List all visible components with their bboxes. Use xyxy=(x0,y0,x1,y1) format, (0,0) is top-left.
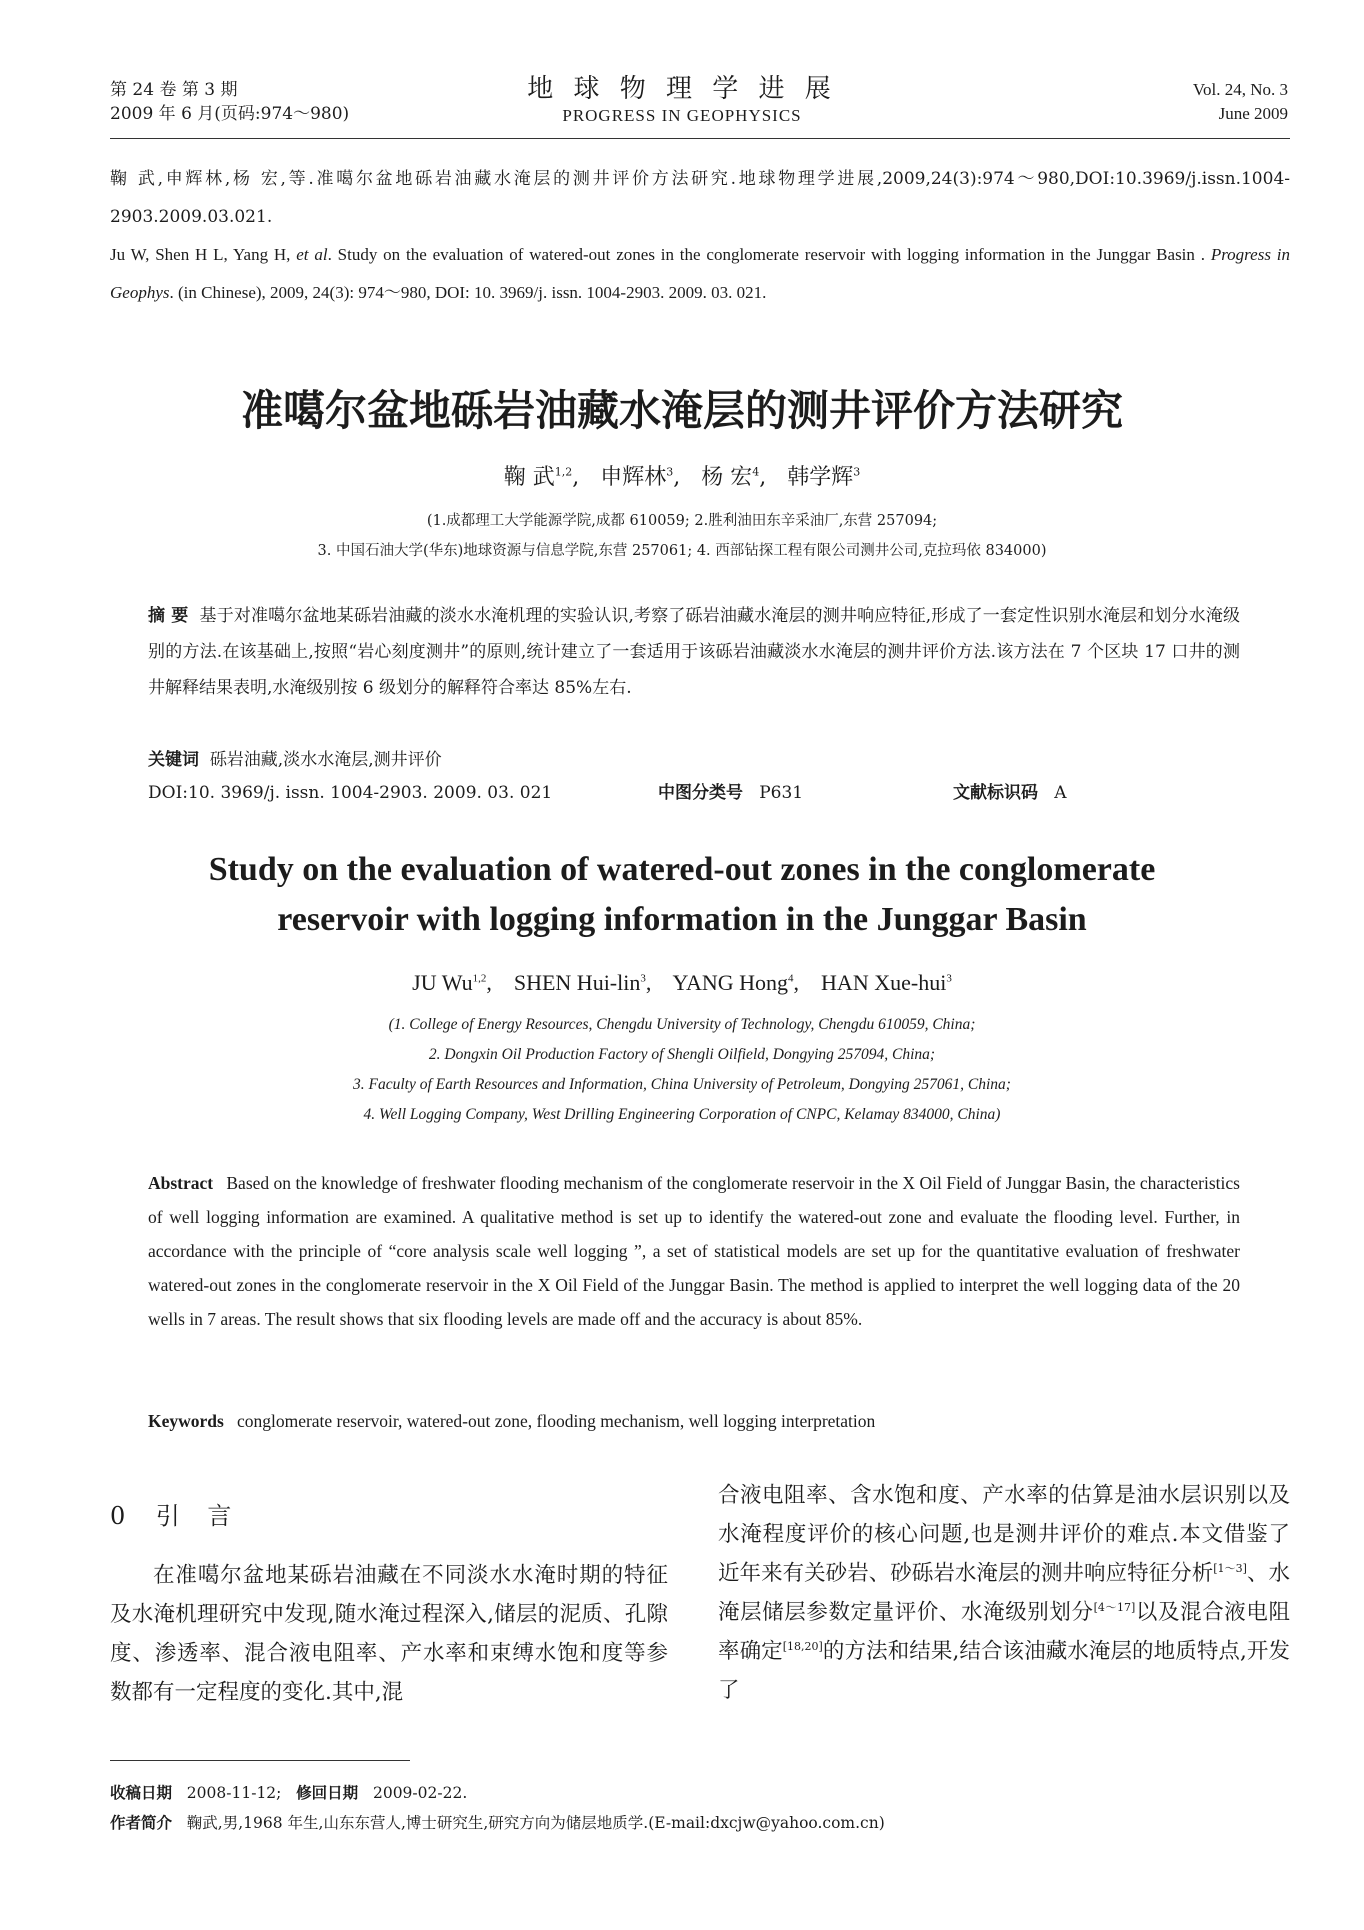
journal-name xyxy=(0,72,1364,126)
affiliation-en-line: 3. Faculty of Earth Resources and Information, China University of Petroleum, Dongying 257061, China; xyxy=(353,1076,1011,1093)
citation-en-etal: et al xyxy=(296,245,328,264)
abstract-en-label: Abstract xyxy=(148,1173,214,1193)
section-heading xyxy=(110,1496,241,1531)
section-title: 引 言 xyxy=(155,1502,242,1530)
title-en-line: Study on the evaluation of watered-out zones in the conglomerate xyxy=(208,851,1156,888)
citation-en-authors: Ju W, Shen H L, Yang H, xyxy=(110,245,297,264)
body-column-right xyxy=(718,1476,1290,1710)
authors-en: JU Wu$^{1,2}$, SHEN Hui-lin$^3$, YANG Hong$^4$, HAN Xue-hui$^3$ xyxy=(412,970,952,995)
citation-cn: 鞠 武,申辉林,杨 宏,等.准噶尔盆地砾岩油藏水淹层的测井评价方法研究.地球物理学进展,2009,24(3):974～980,DOI:10.3969/j.issn.1004-2903.2009.03.021. xyxy=(110,169,1290,227)
author-en-2-affil: 3 xyxy=(640,972,646,985)
bio-label: 作者简介 xyxy=(110,1814,173,1832)
author-cn-2: 申辉林 xyxy=(600,465,667,490)
author-en-2: SHEN Hui-lin xyxy=(513,970,641,995)
doc-code xyxy=(953,778,1067,808)
citation-ref: [4～17] xyxy=(1093,1600,1136,1614)
keywords-cn-label: 关键词 xyxy=(148,750,199,770)
section-number: 0 xyxy=(110,1502,126,1530)
journal-name-en: PROGRESS IN GEOPHYSICS xyxy=(562,106,802,125)
author-cn-3: 杨 宏 xyxy=(701,465,753,490)
doi: DOI:10. 3969/j. issn. 1004-2903. 2009. 03. 021 xyxy=(148,783,553,803)
author-cn-4: 韩学辉 xyxy=(787,465,854,490)
bio-text: 鞠武,男,1968 年生,山东东营人,博士研究生,研究方向为储层地质学.(E-mail:dxcjw@yahoo.com.cn) xyxy=(186,1814,885,1832)
citation-en xyxy=(110,236,1290,312)
footnote-rule xyxy=(110,1760,410,1761)
body-text: 合液电阻率、含水饱和度、产水率的估算是油水层识别以及水淹程度评价的核心问题,也是测井评价的难点.本文借鉴了近年来有关砂岩、砂砾岩水淹层的测井响应特征分析 xyxy=(718,1483,1290,1586)
page-title-en xyxy=(0,845,1364,945)
author-cn-2-affil: 3 xyxy=(666,465,674,479)
received-label: 收稿日期 xyxy=(110,1784,173,1802)
revised-date: 2009-02-22. xyxy=(372,1784,468,1802)
classification-line xyxy=(148,778,1240,808)
citation-en-details: . (in Chinese), 2009, 24(3): 974～980, DOI: 10. 3969/j. issn. 1004-2903. 2009. 03. 021. xyxy=(169,283,767,302)
author-en-4: HAN Xue-hui xyxy=(821,970,947,995)
author-en-3: YANG Hong xyxy=(672,970,789,995)
received-date: 2008-11-12; xyxy=(186,1784,282,1802)
volume-issue: 第 24 卷 第 3 期 xyxy=(110,80,238,100)
doc-code-label: 文献标识码 xyxy=(953,783,1038,803)
abstract-cn-label: 摘 要 xyxy=(148,606,189,626)
author-en-4-affil: 3 xyxy=(946,972,952,985)
keywords-cn-text: 砾岩油藏,淡水水淹层,测井评价 xyxy=(209,750,442,770)
body-text: 、水淹层储层参数定量评价、水淹级别划分 xyxy=(718,1561,1290,1625)
journal-volume-en xyxy=(1193,78,1288,126)
affiliation-en-line: 4. Well Logging Company, West Drilling Engineering Corporation of CNPC, Kelamay 834000, China) xyxy=(363,1106,1001,1123)
abstract-en-text: Based on the knowledge of freshwater flooding mechanism of the conglomerate reservoir in the X Oil Field of Junggar Basin, the characteristics of well logging information are examined. A qualitative method is set up to identify the watered-out zone and evaluate the flooding level. Further, in accordance with the principle of “core analysis scale well logging ”, a set of statistical models are set up for the quantitative evaluation of freshwater watered-out zones in the conglomerate reservoir in the X Oil Field of the Junggar Basin. The method is applied to interpret the well logging data of the 20 wells in 7 areas. The result shows that six flooding levels are made off and the accuracy is about 85%. xyxy=(148,1173,1240,1329)
clc-value: P631 xyxy=(759,783,804,803)
authors-cn: 鞠 武$^{1,2}$, 申辉林$^3$, 杨 宏$^4$, 韩学辉$^3$ xyxy=(503,465,861,490)
citation-en-title: . Study on the evaluation of watered-out zones in the conglomerate reservoir with logging information in the Junggar Basin . xyxy=(327,245,1211,264)
affiliation-cn-line: (1.成都理工大学能源学院,成都 610059; 2.胜利油田东辛采油厂,东营 257094; xyxy=(426,513,938,529)
author-cn-1-affil: 1,2 xyxy=(554,465,573,479)
keywords-en-label: Keywords xyxy=(148,1411,224,1431)
body-column-left: 在准噶尔盆地某砾岩油藏在不同淡水水淹时期的特征及水淹机理研究中发现,随水淹过程深入,储层的泥质、孔隙度、渗透率、混合液电阻率、产水率和束缚水饱和度等参数都有一定程度的变化.其中,混 xyxy=(110,1563,668,1705)
body-text: 以及混合液电阻率确定 xyxy=(718,1600,1290,1664)
author-en-1: JU Wu xyxy=(412,970,473,995)
abstract-en xyxy=(148,1166,1240,1336)
affiliation-en-line: 2. Dongxin Oil Production Factory of Shengli Oilfield, Dongying 257094, China; xyxy=(428,1046,936,1063)
header-rule xyxy=(110,138,1290,139)
doc-code-value: A xyxy=(1054,783,1067,803)
author-cn-4-affil: 3 xyxy=(853,465,861,479)
author-en-3-affil: 4 xyxy=(788,972,794,985)
volume-issue-en: Vol. 24, No. 3 xyxy=(1192,80,1288,99)
body-text: 的方法和结果,结合该油藏水淹层的地质特点,开发了 xyxy=(718,1639,1290,1703)
abstract-cn xyxy=(148,598,1240,706)
issue-date-pages: 2009 年 6 月(页码:974～980) xyxy=(110,104,350,124)
abstract-cn-text: 基于对准噶尔盆地某砾岩油藏的淡水水淹机理的实验认识,考察了砾岩油藏水淹层的测井响应特征,形成了一套定性识别水淹层和划分水淹级别的方法.在该基础上,按照“岩心刻度测井”的原则,统计建立了一套适用于该砾岩油藏淡水水淹层的测井评价方法.该方法在 7 个区块 17 口井的测井解释结果表明,水淹级别按 6 级划分的解释符合率达 85%左右. xyxy=(148,606,1240,698)
keywords-cn xyxy=(148,742,1240,778)
keywords-en xyxy=(148,1404,1240,1438)
author-cn-3-affil: 4 xyxy=(752,465,760,479)
clc-code xyxy=(658,778,803,808)
author-en-1-affil: 1,2 xyxy=(472,972,487,985)
page-title-cn: 准噶尔盆地砾岩油藏水淹层的测井评价方法研究 xyxy=(240,386,1123,435)
affiliation-en-line: (1. College of Energy Resources, Chengdu University of Technology, Chengdu 610059, China; xyxy=(388,1016,976,1033)
affiliations-cn xyxy=(0,506,1364,566)
affiliations-en xyxy=(0,1010,1364,1130)
citation-ref: [18,20] xyxy=(782,1639,823,1653)
affiliation-cn-line: 3. 中国石油大学(华东)地球资源与信息学院,东营 257061; 4. 西部钻探工程有限公司测井公司,克拉玛依 834000) xyxy=(317,543,1047,559)
issue-date-en: June 2009 xyxy=(1218,104,1288,123)
footnote-dates xyxy=(110,1778,467,1808)
clc-label: 中图分类号 xyxy=(658,783,743,803)
footnote-bio xyxy=(110,1808,885,1838)
revised-label: 修回日期 xyxy=(296,1784,359,1802)
title-en-line: reservoir with logging information in the Junggar Basin xyxy=(277,901,1087,938)
journal-name-cn: 地 球 物 理 学 进 展 xyxy=(527,74,837,104)
author-cn-1: 鞠 武 xyxy=(503,465,555,490)
citation-ref: [1～3] xyxy=(1213,1561,1247,1575)
keywords-en-text: conglomerate reservoir, watered-out zone, flooding mechanism, well logging interpretation xyxy=(236,1411,876,1431)
citation-en-journal: Progress in Geophys xyxy=(110,245,1290,302)
